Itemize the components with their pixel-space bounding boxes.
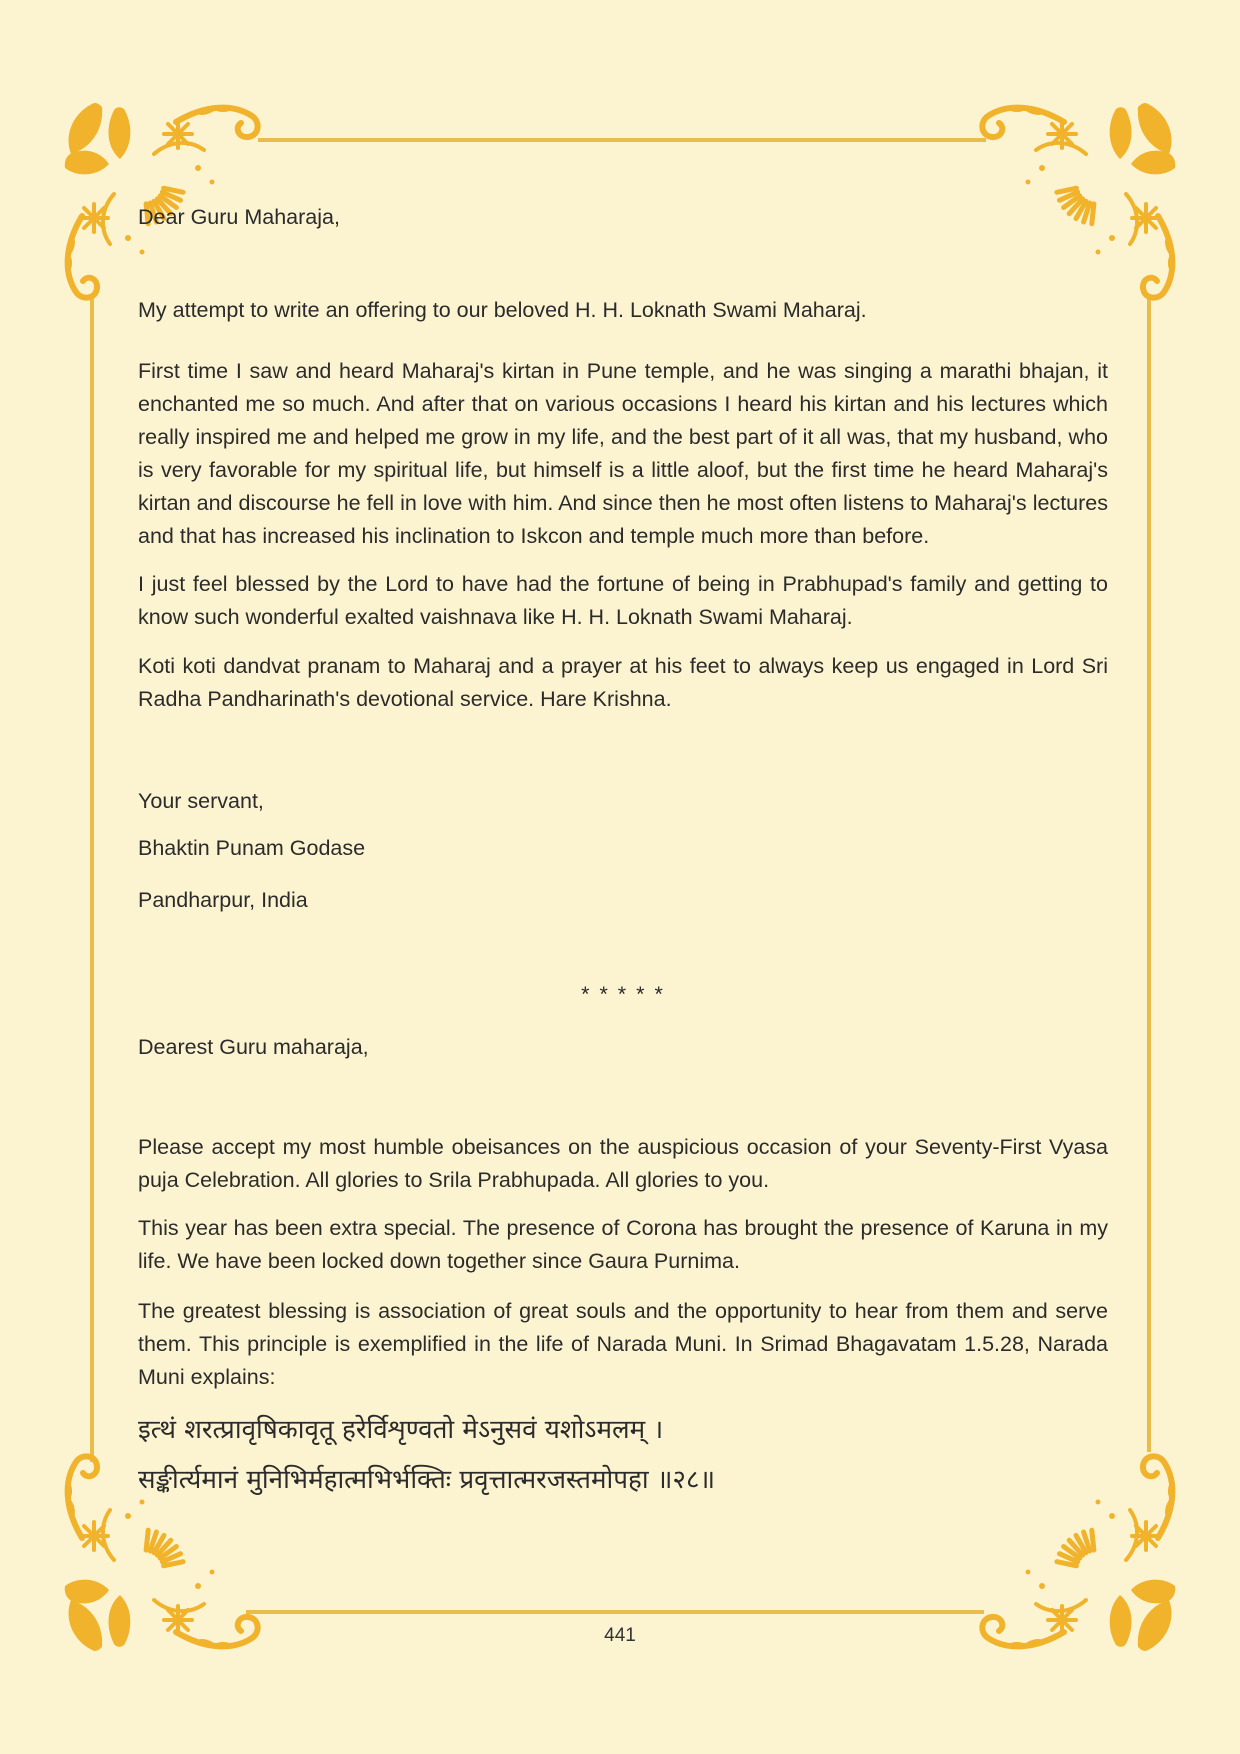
letter2-paragraph: Please accept my most humble obeisances on the auspicious occasion of your Seventy-First Vyasa puja Celebration. All glories to Srila Prabhupada. All glories to you. [138,1135,1108,1192]
letter1-signature: Bhaktin Punam Godase [138,836,366,860]
letter-separator: * * * * * [581,982,665,1006]
letter1-location: Pandharpur, India [138,888,308,912]
letter1-closing: Your servant, [138,789,264,813]
sanskrit-verse-line: सङ्कीर्त्यमानं मुनिभिर्महात्मभिर्भक्तिः प्रवृत्तात्मरजस्तमोपहा ॥२८॥ [138,1465,716,1495]
page-number: 441 [604,1625,636,1646]
letter2-paragraph: This year has been extra special. The presence of Corona has brought the presence of Karuna in my life. We have been locked down together since Gaura Purnima. [138,1216,1108,1273]
sanskrit-verse-line: इत्थं शरत्प्रावृषिकावृतू हरेर्विशृण्वतो मेऽनुसवं यशोऽमलम् । [138,1415,664,1445]
letter1-paragraph: I just feel blessed by the Lord to have had the fortune of being in Prabhupad's family and getting to know such wonderful exalted vaishnava like H. H. Loknath Swami Maharaj. [138,572,1108,629]
letter-content [138,0,1108,1503]
letter1-paragraph: First time I saw and heard Maharaj's kirtan in Pune temple, and he was singing a marathi bhajan, it enchanted me so much. And after that on various occasions I heard his kirtan and his lectures which really inspired me and helped me grow in my life, and the best part of it all was, that my husband, who is very favorable for my spiritual life, but himself is a little aloof, but the first time he heard Maharaj's kirtan and discourse he fell in love with him. And since then he most often listens to Maharaj's lectures and that has increased his inclination to Iskcon and temple much more than before. [138,359,1108,548]
letter2-paragraph: The greatest blessing is association of great souls and the opportunity to hear from them and serve them. This principle is exemplified in the life of Narada Muni. In Srimad Bhagavatam 1.5.28, Narada Muni explains: [138,1299,1108,1389]
letter1-salutation: Dear Guru Maharaja, [138,205,340,229]
letter2-salutation: Dearest Guru maharaja, [138,1035,369,1059]
letter1-paragraph: Koti koti dandvat pranam to Maharaj and a prayer at his feet to always keep us engaged in Lord Sri Radha Pandharinath's devotional service. Hare Krishna. [138,654,1108,711]
letter1-paragraph: My attempt to write an offering to our beloved H. H. Loknath Swami Maharaj. [138,298,867,322]
